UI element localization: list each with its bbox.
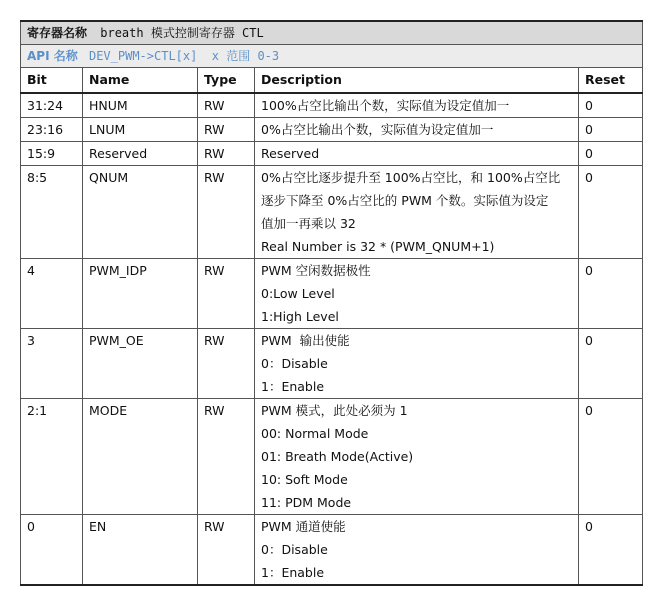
description-line: 01: Breath Mode(Active) — [261, 449, 414, 464]
description-line: Real Number is 32 * (PWM_QNUM+1) — [261, 239, 495, 254]
table-row — [21, 142, 643, 166]
table-row — [21, 399, 643, 515]
description-line: 1：Enable — [261, 565, 325, 580]
cell-description — [255, 399, 579, 515]
cell-type: RW — [198, 142, 255, 166]
description-line: 0%占空比输出个数，实际值为设定值加一 — [261, 122, 494, 137]
cell-type: RW — [198, 93, 255, 118]
table-row — [21, 259, 643, 329]
description-line: 00: Normal Mode — [261, 426, 369, 441]
cell-bit: 4 — [21, 259, 83, 329]
header-bit: Bit — [21, 68, 83, 94]
api-name-row — [21, 45, 643, 68]
cell-description — [255, 93, 579, 118]
description-line: 1：Enable — [261, 379, 325, 394]
cell-type: RW — [198, 166, 255, 259]
cell-name: PWM_IDP — [83, 259, 198, 329]
description-line: PWM 输出使能 — [261, 333, 350, 348]
cell-bit: 2:1 — [21, 399, 83, 515]
cell-bit: 23:16 — [21, 118, 83, 142]
header-description: Description — [255, 68, 579, 94]
header-type: Type — [198, 68, 255, 94]
cell-type: RW — [198, 329, 255, 399]
register-table — [20, 20, 643, 586]
header-name: Name — [83, 68, 198, 94]
table-row — [21, 166, 643, 259]
cell-bit: 3 — [21, 329, 83, 399]
cell-description — [255, 166, 579, 259]
cell-type: RW — [198, 515, 255, 586]
cell-name: HNUM — [83, 93, 198, 118]
cell-reset: 0 — [579, 329, 643, 399]
cell-bit: 15:9 — [21, 142, 83, 166]
cell-bit: 8:5 — [21, 166, 83, 259]
description-line: 逐步下降至 0%占空比的 PWM 个数。实际值为设定 — [261, 193, 549, 208]
cell-reset: 0 — [579, 515, 643, 586]
description-line: 100%占空比输出个数，实际值为设定值加一 — [261, 98, 510, 113]
api-name-cell — [21, 45, 643, 68]
description-line: 10: Soft Mode — [261, 472, 348, 487]
register-table-container — [20, 20, 642, 586]
cell-reset: 0 — [579, 166, 643, 259]
cell-type: RW — [198, 259, 255, 329]
cell-reset: 0 — [579, 142, 643, 166]
register-rows — [21, 93, 643, 585]
description-line: PWM 通道使能 — [261, 519, 346, 534]
description-line: 1:High Level — [261, 309, 339, 324]
register-title-value: breath 模式控制寄存器 CTL — [100, 26, 264, 40]
description-line: 值加一再乘以 32 — [261, 216, 356, 231]
cell-reset: 0 — [579, 259, 643, 329]
cell-reset: 0 — [579, 399, 643, 515]
register-title-label: 寄存器名称 — [27, 26, 88, 40]
description-line: PWM 模式，此处必须为 1 — [261, 403, 408, 418]
description-line: PWM 空闲数据极性 — [261, 263, 371, 278]
register-title-cell — [21, 21, 643, 45]
description-line: 11: PDM Mode — [261, 495, 352, 510]
table-row — [21, 93, 643, 118]
cell-name: PWM_OE — [83, 329, 198, 399]
description-line: 0%占空比逐步提升至 100%占空比，和 100%占空比 — [261, 170, 561, 185]
header-reset: Reset — [579, 68, 643, 94]
cell-bit: 0 — [21, 515, 83, 586]
table-row — [21, 118, 643, 142]
cell-type: RW — [198, 399, 255, 515]
cell-description — [255, 329, 579, 399]
cell-name: Reserved — [83, 142, 198, 166]
table-row — [21, 515, 643, 586]
description-line: 0:Low Level — [261, 286, 335, 301]
table-row — [21, 329, 643, 399]
description-line: 0：Disable — [261, 542, 328, 557]
cell-type: RW — [198, 118, 255, 142]
cell-name: MODE — [83, 399, 198, 515]
description-line: Reserved — [261, 146, 320, 161]
cell-name: LNUM — [83, 118, 198, 142]
api-name-value: DEV_PWM->CTL[x] x 范围 0-3 — [88, 49, 280, 63]
cell-description — [255, 515, 579, 586]
api-name-label: API 名称 — [27, 49, 78, 63]
column-header-row — [21, 68, 643, 94]
cell-description — [255, 259, 579, 329]
cell-name: QNUM — [83, 166, 198, 259]
description-line: 0：Disable — [261, 356, 328, 371]
cell-description — [255, 118, 579, 142]
cell-bit: 31:24 — [21, 93, 83, 118]
cell-description — [255, 142, 579, 166]
register-title-row — [21, 21, 643, 45]
cell-reset: 0 — [579, 118, 643, 142]
cell-reset: 0 — [579, 93, 643, 118]
cell-name: EN — [83, 515, 198, 586]
